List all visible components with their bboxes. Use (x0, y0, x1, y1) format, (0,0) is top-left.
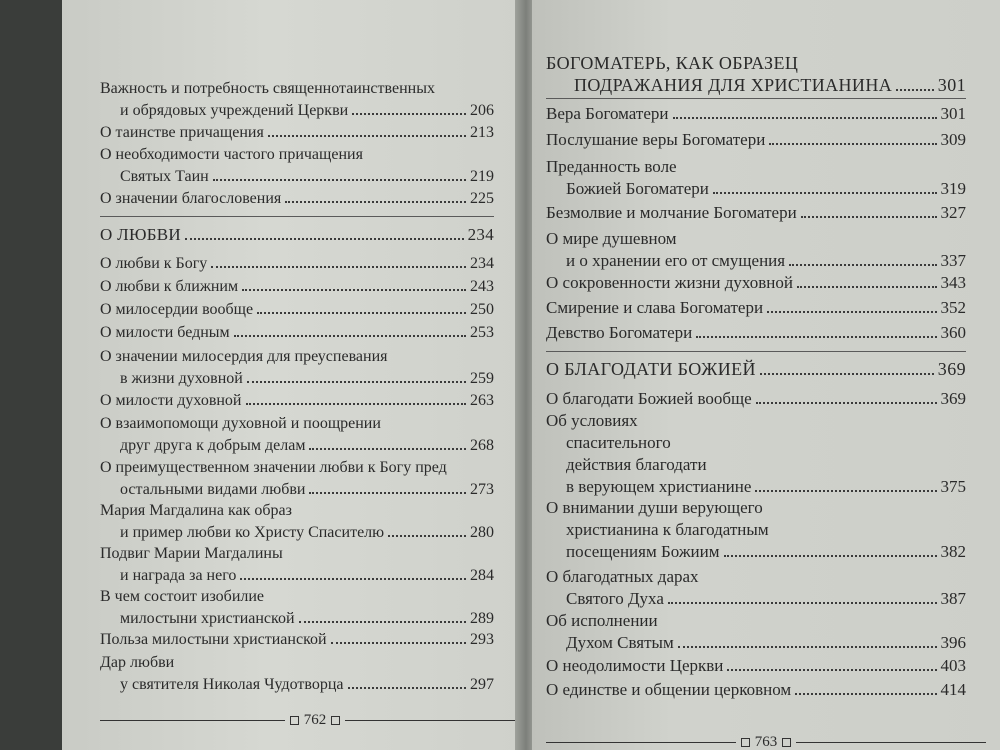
toc-entry (100, 543, 494, 587)
square-ornament-icon (331, 716, 340, 725)
entry-title: действия благодати (566, 455, 707, 474)
right-page (532, 0, 1000, 750)
entry-title: Святых Таин (120, 168, 209, 185)
section-divider (546, 351, 966, 352)
page-ref: 375 (940, 477, 966, 496)
page-ref: 289 (470, 610, 494, 627)
entry-title: спасительного (566, 433, 671, 452)
entry-title: О внимании души верующего (546, 498, 763, 517)
page-ref: 301 (937, 75, 966, 95)
entry-title: Дар любви (100, 654, 175, 671)
chapter-title: О БЛАГОДАТИ БОЖИЕЙ (546, 359, 756, 379)
page-ref: 403 (940, 656, 966, 675)
entry-title: Девство Богоматери (546, 323, 693, 342)
entry-title: Вера Богоматери (546, 104, 669, 123)
page-ref: 273 (470, 481, 494, 498)
entry-title: О любви к Богу (100, 255, 208, 272)
toc-entry (100, 299, 494, 321)
entry-title: Мария Магдалина как образ (100, 502, 292, 519)
toc-entry (100, 629, 494, 651)
page-ref: 234 (470, 255, 494, 272)
entry-title: остальными видами любви (120, 481, 306, 498)
entry-title: Подвиг Марии Магдалины (100, 545, 283, 562)
entry-title: О любви к ближним (100, 278, 239, 295)
page-ref: 284 (470, 567, 494, 584)
entry-title: О единстве и общении церковном (546, 680, 792, 699)
page-ref: 369 (937, 359, 966, 379)
entry-title: О сокровенности жизни духовной (546, 273, 793, 292)
page-ref: 253 (470, 324, 494, 341)
page-ref: 387 (940, 589, 966, 608)
toc-entry (100, 652, 494, 696)
entry-title: О значении благословения (100, 190, 282, 207)
page-number: 762 (303, 712, 327, 728)
left-page (62, 0, 520, 750)
page-ref: 369 (940, 389, 966, 408)
page-ref: 263 (470, 392, 494, 409)
page-ref: 352 (940, 298, 966, 317)
toc-entry (546, 228, 966, 272)
entry-title: Важность и потребность священнотаинственных (100, 80, 435, 97)
entry-title: В чем состоит изобилие (100, 588, 265, 605)
entry-title: и награда за него (120, 567, 237, 584)
toc-chapter (100, 224, 494, 246)
toc-entry (100, 390, 494, 412)
toc-entry (546, 156, 966, 200)
entry-title: Послушание веры Богоматери (546, 130, 766, 149)
page-ref: 327 (940, 203, 966, 222)
entry-title: Смирение и слава Богоматери (546, 298, 764, 317)
toc-entry (100, 276, 494, 298)
square-ornament-icon (782, 738, 791, 747)
chapter-title: БОГОМАТЕРЬ, КАК ОБРАЗЕЦ (546, 53, 799, 73)
entry-title: О таинстве причащения (100, 124, 264, 141)
entry-title: и обрядовых учреждений Церкви (120, 102, 349, 119)
entry-title: О мире душевном (546, 229, 677, 248)
entry-title: Божией Богоматери (566, 179, 709, 198)
entry-title: христианина к благодатным (566, 520, 769, 539)
entry-title: и о хранении его от смущения (566, 251, 786, 270)
page-ref: 319 (940, 179, 966, 198)
toc-entry (100, 122, 494, 144)
entry-title: О значении милосердия для преуспевания (100, 348, 388, 365)
toc-entry (546, 566, 966, 610)
toc-entry (100, 346, 494, 390)
entry-title: Духом Святым (566, 633, 674, 652)
entry-title: друг друга к добрым делам (120, 437, 306, 454)
entry-title: О неодолимости Церкви (546, 656, 724, 675)
entry-title: О преимущественном значении любви к Богу пред (100, 459, 447, 476)
page-ref: 297 (470, 676, 494, 693)
page-ref: 219 (470, 168, 494, 185)
toc-entry (546, 610, 966, 654)
toc-entry (546, 679, 966, 701)
page-ref: 309 (940, 130, 966, 149)
page-ref: 259 (470, 370, 494, 387)
toc-entry (546, 388, 966, 410)
chapter-title: ПОДРАЖАНИЯ ДЛЯ ХРИСТИАНИНА (574, 75, 893, 95)
page-ref: 337 (940, 251, 966, 270)
toc-entry (100, 500, 494, 544)
entry-title: Польза милостыни христианской (100, 631, 327, 648)
square-ornament-icon (741, 738, 750, 747)
toc-entry (546, 272, 966, 294)
entry-title: Святого Духа (566, 589, 664, 608)
entry-title: у святителя Николая Чудотворца (120, 676, 344, 693)
toc-chapter (546, 358, 966, 380)
toc-entry (100, 253, 494, 275)
page-ref: 234 (467, 225, 494, 244)
toc-entry (100, 144, 494, 188)
page-ref: 225 (470, 190, 494, 207)
entry-title: в верующем христианине (566, 477, 752, 496)
page-ref: 268 (470, 437, 494, 454)
page-ref: 360 (940, 323, 966, 342)
toc-entry (546, 103, 966, 125)
entry-title: Преданность воле (546, 157, 677, 176)
entry-title: посещениям Божиим (566, 542, 720, 561)
page-ref: 280 (470, 524, 494, 541)
page-footer (100, 712, 520, 729)
toc-entry (546, 497, 966, 563)
section-divider (100, 216, 494, 217)
page-ref: 250 (470, 301, 494, 318)
toc-chapter (546, 52, 966, 96)
page-ref: 301 (940, 104, 966, 123)
entry-title: О милости духовной (100, 392, 242, 409)
entry-title: Безмолвие и молчание Богоматери (546, 203, 797, 222)
toc-entry (546, 410, 966, 498)
page-ref: 343 (940, 273, 966, 292)
toc-entry (546, 297, 966, 319)
entry-title: в жизни духовной (120, 370, 243, 387)
entry-title: О милосердии вообще (100, 301, 254, 318)
page-number: 763 (754, 734, 778, 750)
entry-title: О благодати Божией вообще (546, 389, 752, 408)
entry-title: О милости бедным (100, 324, 230, 341)
toc-entry (546, 322, 966, 344)
entry-title: О благодатных дарах (546, 567, 699, 586)
toc-entry (100, 322, 494, 344)
toc-entry (100, 457, 494, 501)
toc-entry (100, 78, 494, 122)
toc-entry (546, 129, 966, 151)
page-ref: 414 (940, 680, 966, 699)
toc-entry (546, 202, 966, 224)
page-ref: 206 (470, 102, 494, 119)
toc-entry (100, 586, 494, 630)
chapter-title: О ЛЮБВИ (100, 225, 182, 244)
entry-title: милостыни христианской (120, 610, 295, 627)
entry-title: и пример любви ко Христу Спасителю (120, 524, 385, 541)
square-ornament-icon (290, 716, 299, 725)
page-ref: 293 (470, 631, 494, 648)
toc-entry (100, 413, 494, 457)
page-ref: 213 (470, 124, 494, 141)
toc-entry (100, 188, 494, 210)
page-ref: 382 (940, 542, 966, 561)
page-ref: 243 (470, 278, 494, 295)
toc-entry (546, 655, 966, 677)
entry-title: Об исполнении (546, 611, 658, 630)
page-ref: 396 (940, 633, 966, 652)
section-divider (546, 98, 966, 99)
page-footer (546, 734, 986, 750)
entry-title: О необходимости частого причащения (100, 146, 363, 163)
entry-title: О взаимопомощи духовной и поощрении (100, 415, 381, 432)
entry-title: Об условиях (546, 411, 638, 430)
